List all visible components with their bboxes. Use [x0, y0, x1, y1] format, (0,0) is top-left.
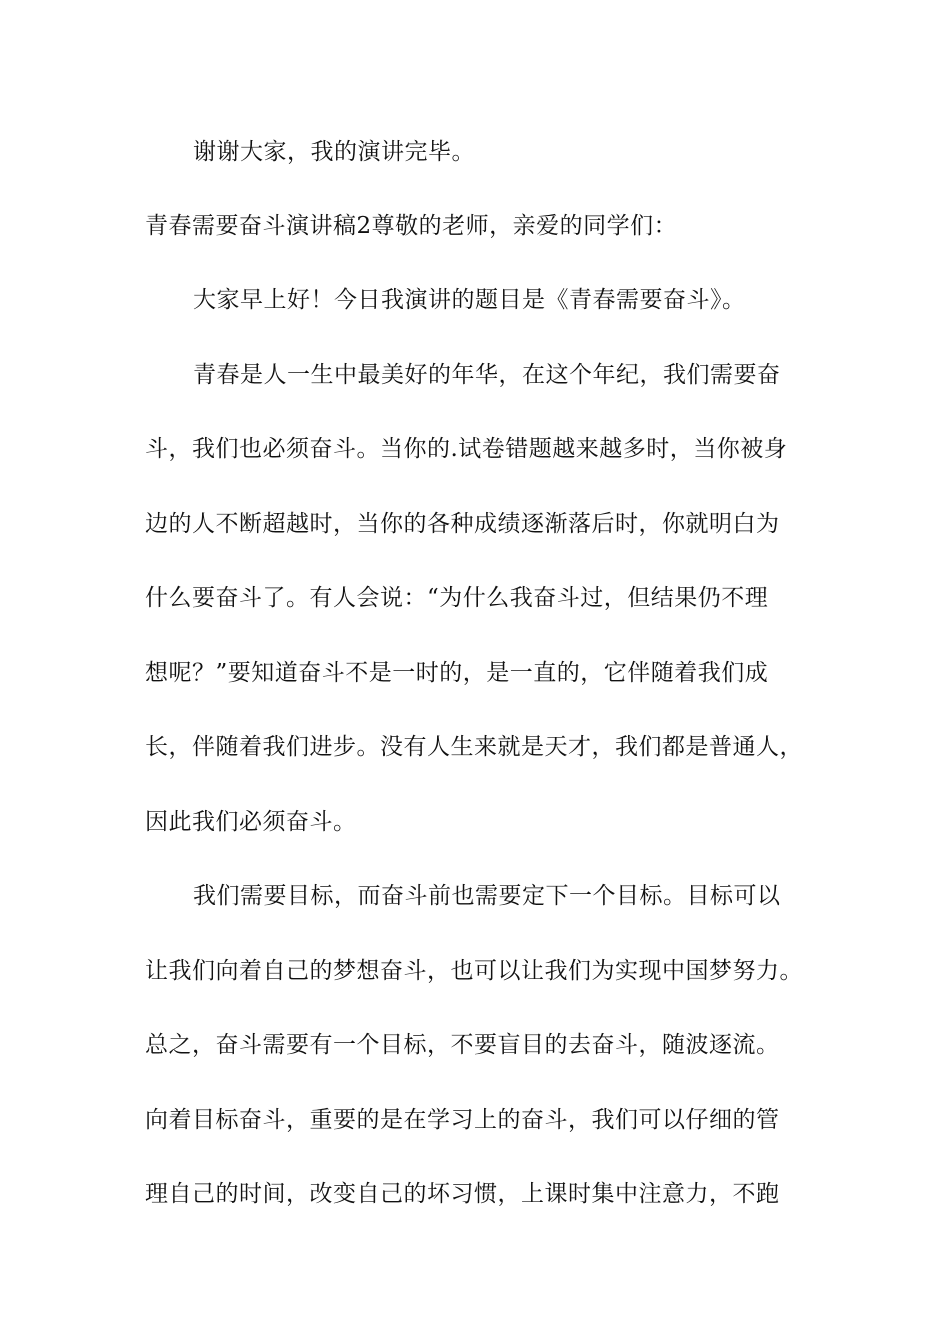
paragraph-line: 边的人不断超越时，当你的各种成绩逐渐落后时，你就明白为 — [145, 511, 780, 537]
paragraph-line: 斗，我们也必须奋斗。当你的.试卷错题越来越多时，当你被身 — [145, 436, 788, 462]
paragraph-line: 我们需要目标，而奋斗前也需要定下一个目标。目标可以 — [193, 883, 781, 909]
paragraph-line: 想呢？”要知道奋斗不是一时的，是一直的，它伴随着我们成 — [145, 660, 769, 686]
paragraph-line: 总之，奋斗需要有一个目标，不要盲目的去奋斗，随波逐流。 — [145, 1032, 780, 1058]
paragraph-line: 什么要奋斗了。有人会说：“为什么我奋斗过，但结果仍不理 — [145, 585, 769, 611]
paragraph-line: 让我们向着自己的梦想奋斗，也可以让我们为实现中国梦努力。 — [145, 958, 803, 984]
paragraph-line: 因此我们必须奋斗。 — [145, 809, 357, 835]
paragraph-line: 长，伴随着我们进步。没有人生来就是天才，我们都是普通人， — [145, 734, 803, 760]
paragraph-line: 大家早上好！今日我演讲的题目是《青春需要奋斗》。 — [193, 287, 746, 313]
paragraph-line: 青春需要奋斗演讲稿2尊敬的老师，亲爱的同学们： — [145, 213, 678, 239]
paragraph-line: 青春是人一生中最美好的年华，在这个年纪，我们需要奋 — [193, 362, 781, 388]
paragraph-line: 谢谢大家，我的演讲完毕。 — [193, 139, 475, 165]
paragraph-line: 理自己的时间，改变自己的坏习惯，上课时集中注意力，不跑 — [145, 1181, 780, 1207]
paragraph-line: 向着目标奋斗，重要的是在学习上的奋斗，我们可以仔细的管 — [145, 1107, 780, 1133]
